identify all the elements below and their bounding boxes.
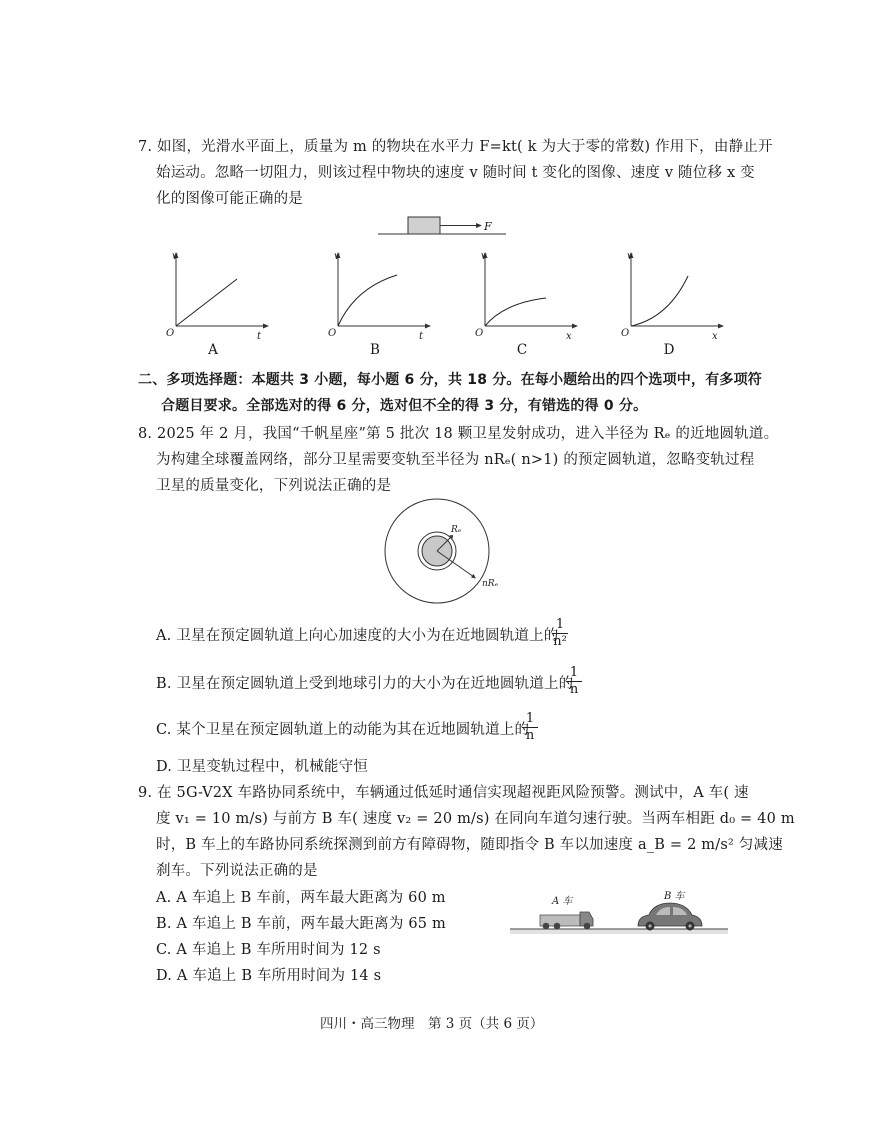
q9-option-b: B. A 车追上 B 车前，两车最大距离为 65 m [156, 916, 446, 932]
graph-b-y-label: v [334, 251, 340, 262]
q8-line-2: 为构建全球覆盖网络，部分卫星需要变轨至半径为 nRₑ( n>1) 的预定圆轨道，忽略变轨过程 [156, 452, 755, 468]
q9-option-d: D. A 车追上 B 车所用时间为 14 s [156, 968, 382, 984]
q7-line-3: 化的图像可能正确的是 [156, 191, 303, 207]
section2-line-2: 合题目要求。全部选对的得 6 分，选对但不全的得 3 分，有错选的得 0 分。 [161, 398, 648, 414]
q8-option-b-fraction [566, 666, 582, 697]
q8-option-b-denominator: n [569, 682, 579, 697]
q9-line-3: 时，B 车上的车路协同系统探测到前方有障碍物，随即指令 B 车以加速度 a_B = 2 m/s² 匀减速 [156, 837, 783, 853]
q8-option-c-fraction [522, 712, 538, 743]
car-a-label: A 车 [552, 896, 573, 907]
q9-option-a: A. A 车追上 B 车前，两车最大距离为 60 m [156, 890, 446, 906]
q8-line-1: 8. 2025 年 2 月，我国“千帆星座”第 5 批次 18 颗卫星发射成功，进入半径为 Rₑ 的近地圆轨道。 [138, 426, 779, 442]
radius-outer-label: nRₑ [482, 579, 499, 589]
graph-d [618, 248, 728, 342]
q9-line-1: 9. 在 5G-V2X 车路协同系统中，车辆通过低延时通信实现超视距风险预警。测试中，A 车( 速 [138, 785, 749, 801]
graph-a [163, 248, 273, 342]
orbit-diagram [383, 497, 499, 607]
graph-c-origin: O [475, 328, 484, 339]
car-b-icon [638, 903, 702, 931]
graph-c [472, 248, 582, 342]
q8-option-a-fraction [552, 618, 568, 649]
q8-option-a: A. 卫星在预定圆轨道上向心加速度的大小为在近地圆轨道上的 [156, 628, 559, 644]
q7-line-2: 始运动。忽略一切阻力，则该过程中物块的速度 v 随时间 t 变化的图像、速度 v 随位移 x 变 [156, 165, 755, 181]
graph-b [325, 248, 435, 342]
block-force-diagram [378, 214, 518, 244]
page-footer: 四川・高三物理 第 3 页（共 6 页） [320, 1016, 544, 1032]
q8-option-b: B. 卫星在预定圆轨道上受到地球引力的大小为在近地圆轨道上的 [156, 676, 574, 692]
q8-option-c-denominator: n [525, 728, 535, 743]
graph-b-option: B [370, 342, 380, 358]
graph-c-x-label: x [566, 331, 572, 342]
q9-line-2: 度 v₁ = 10 m/s) 与前方 B 车( 速度 v₂ = 20 m/s) 在同向车道匀速行驶。当两车相距 d₀ = 40 m [156, 811, 795, 827]
graph-d-x-label: x [712, 331, 718, 342]
graph-d-option: D [663, 342, 675, 358]
q7-line-1: 7. 如图，光滑水平面上，质量为 m 的物块在水平力 F=kt( k 为大于零的常数) 作用下，由静止开 [138, 139, 773, 155]
graph-c-y-label: v [481, 251, 487, 262]
q8-option-b-numerator: 1 [569, 665, 579, 680]
section2-line-1: 二、多项选择题：本题共 3 小题，每小题 6 分，共 18 分。在每小题给出的四个选项中，有多项符 [138, 372, 763, 388]
graph-d-origin: O [621, 328, 630, 339]
radius-inner-label: Rₑ [451, 525, 462, 535]
graph-b-origin: O [328, 328, 337, 339]
graph-a-option: A [208, 342, 218, 358]
truck-a-icon [540, 912, 593, 929]
q8-option-c: C. 某个卫星在预定圆轨道上的动能为其在近地圆轨道上的 [156, 722, 530, 738]
q8-option-a-numerator: 1 [555, 617, 565, 632]
graph-a-x-label: t [257, 331, 262, 342]
q8-option-c-numerator: 1 [525, 711, 535, 726]
cars-illustration [508, 886, 733, 942]
force-label: F [484, 220, 492, 233]
car-b-label: B 车 [664, 891, 685, 902]
graph-a-origin: O [166, 328, 175, 339]
graph-a-y-label: v [172, 251, 178, 262]
q8-option-a-denominator: n² [553, 634, 567, 649]
q9-line-4: 刹车。下列说法正确的是 [156, 863, 318, 879]
q8-line-3: 卫星的质量变化，下列说法正确的是 [156, 478, 392, 494]
q9-option-c: C. A 车追上 B 车所用时间为 12 s [156, 942, 381, 958]
graph-d-y-label: v [627, 251, 633, 262]
graph-b-x-label: t [419, 331, 424, 342]
graph-c-option: C [516, 342, 528, 358]
q8-option-d: D. 卫星变轨过程中，机械能守恒 [156, 759, 369, 775]
